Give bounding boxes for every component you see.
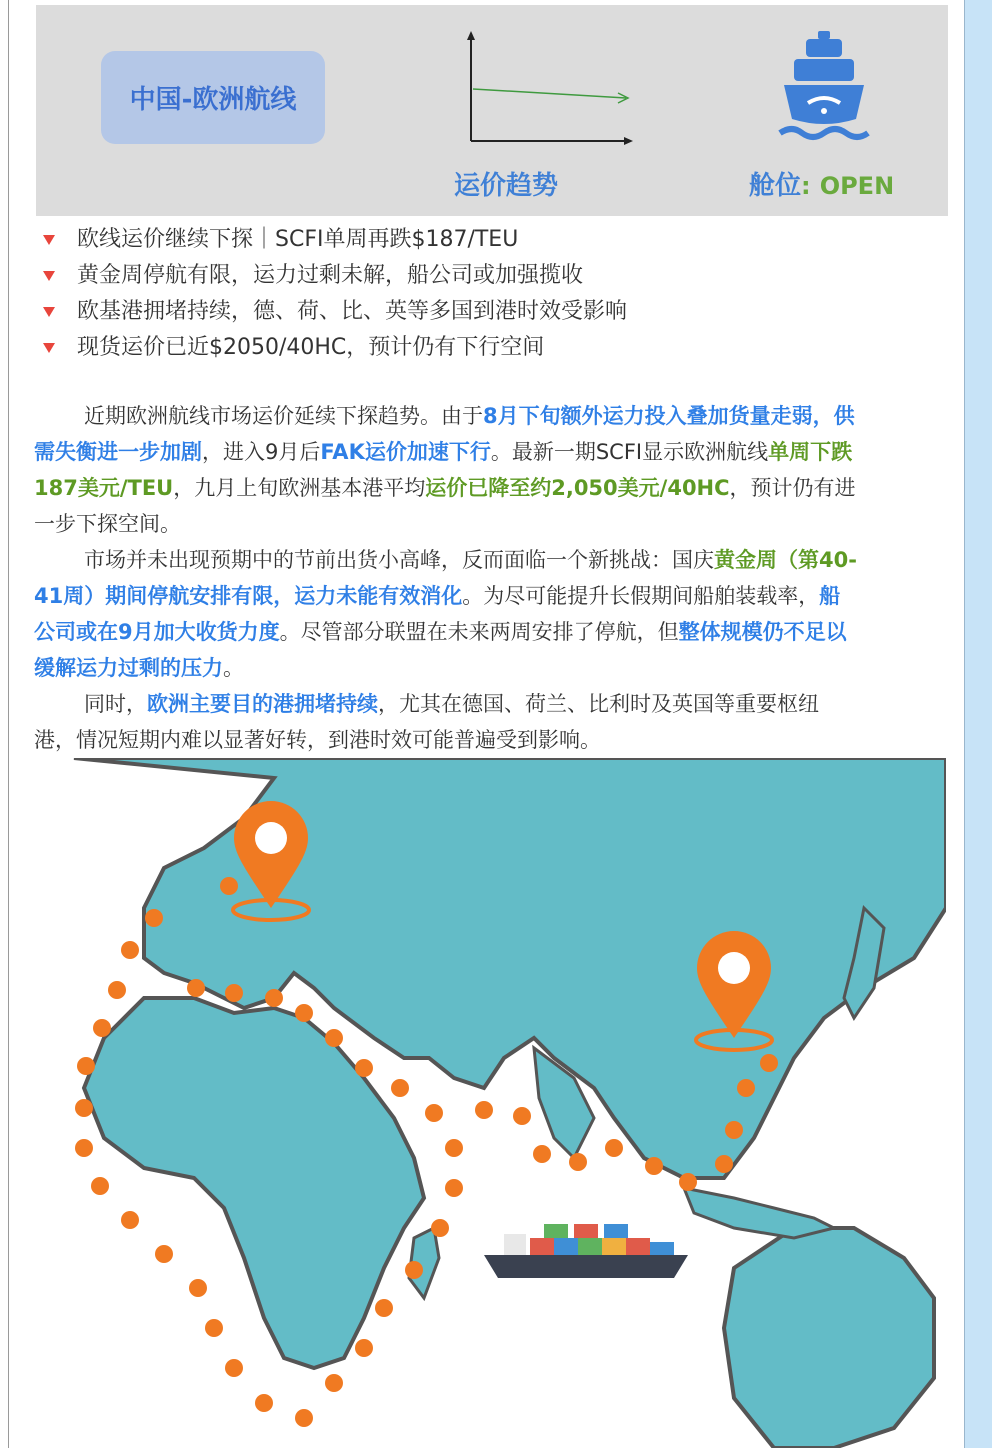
paragraph-line <box>34 542 944 578</box>
text-run: 。 <box>223 656 244 680</box>
highlight-blue: 欧洲主要目的港拥堵持续 <box>147 692 378 716</box>
text-run: 。为尽可能提升长假期间船舶装载率， <box>462 584 820 608</box>
key-point <box>40 330 627 366</box>
key-points-list <box>40 222 627 366</box>
highlight-blue: 整体规模仍不足以 <box>678 620 847 644</box>
key-point-text: 现货运价已近$2050/40HC，预计仍有下行空间 <box>77 335 545 360</box>
highlight-blue: 需失衡进一步加剧 <box>34 440 202 464</box>
text-run: 。最新一期SCFI显示欧洲航线 <box>490 440 769 464</box>
highlight-blue: 公司或在9月加大收货力度 <box>34 620 280 644</box>
paragraph-line <box>34 434 944 470</box>
article-body <box>34 398 944 758</box>
key-point-text: 欧基港拥堵持续，德、荷、比、英等多国到港时效受影响 <box>77 299 628 324</box>
highlight-blue: 41周）期间停航安排有限，运力未能有效消化 <box>34 584 463 608</box>
left-rule <box>8 0 9 1448</box>
red-triangle-icon <box>43 343 55 353</box>
paragraph-line <box>34 650 944 686</box>
paragraph-line <box>34 470 944 506</box>
paragraph-line <box>34 722 944 758</box>
text-run: ，尤其在德国、荷兰、比利时及英国等重要枢纽 <box>378 692 819 716</box>
highlight-green: 运价已降至约2,050美元/40HC <box>425 476 730 500</box>
trend-label: 运价趋势 <box>454 171 559 201</box>
highlight-green: 187美元/TEU <box>34 476 174 500</box>
red-triangle-icon <box>43 235 55 245</box>
space-sep: : <box>801 172 811 200</box>
text-run: ，九月上旬欧洲基本港平均 <box>173 476 426 500</box>
highlight-blue: 8月下旬额外运力投入叠加货量走弱，供 <box>483 404 855 428</box>
australia-landmass <box>724 1228 934 1448</box>
header-banner <box>36 5 948 216</box>
ship-icon <box>778 29 870 149</box>
china-location-pin-icon <box>696 931 772 1050</box>
space-value: OPEN <box>819 172 895 200</box>
space-key: 舱位 <box>749 171 802 201</box>
key-point-text: 欧线运价继续下探｜SCFI单周再跌$187/TEU <box>77 227 519 252</box>
paragraph-line <box>34 506 944 542</box>
key-point <box>40 294 627 330</box>
paragraph-line <box>34 686 944 722</box>
europe-location-pin-icon <box>233 801 309 920</box>
text-run: ，进入9月后 <box>202 440 321 464</box>
paragraph-line <box>34 578 944 614</box>
red-triangle-icon <box>43 271 55 281</box>
key-point <box>40 258 627 294</box>
paragraph-line <box>34 614 944 650</box>
right-scroll-strip[interactable] <box>964 0 992 1448</box>
highlight-green: 黄金周（第40- <box>714 548 857 572</box>
text-run: 港，情况短期内难以显著好转，到港时效可能普遍受到影响。 <box>34 728 601 752</box>
highlight-blue: FAK运价加速下行 <box>320 440 491 464</box>
route-badge: 中国-欧洲航线 <box>101 51 325 144</box>
text-run: 近期欧洲航线市场运价延续下探趋势。由于 <box>84 404 483 428</box>
key-point <box>40 222 627 258</box>
highlight-blue: 船 <box>819 584 841 608</box>
text-run: 一步下探空间。 <box>34 512 181 536</box>
space-status-label <box>749 165 894 202</box>
highlight-blue: 缓解运力过剩的压力 <box>34 656 223 680</box>
route-map-illustration <box>34 758 946 1448</box>
text-run: 。尽管部分联盟在未来两周安排了停航，但 <box>279 620 679 644</box>
text-run: 同时， <box>84 692 147 716</box>
trend-chart-icon <box>426 29 646 159</box>
text-run: ，预计仍有进 <box>729 476 856 500</box>
red-triangle-icon <box>43 307 55 317</box>
highlight-green: 单周下跌 <box>768 440 853 464</box>
key-point-text: 黄金周停航有限，运力过剩未解，船公司或加强揽收 <box>77 263 584 288</box>
text-run: 市场并未出现预期中的节前出货小高峰，反而面临一个新挑战：国庆 <box>84 548 714 572</box>
paragraph-line <box>34 398 944 434</box>
